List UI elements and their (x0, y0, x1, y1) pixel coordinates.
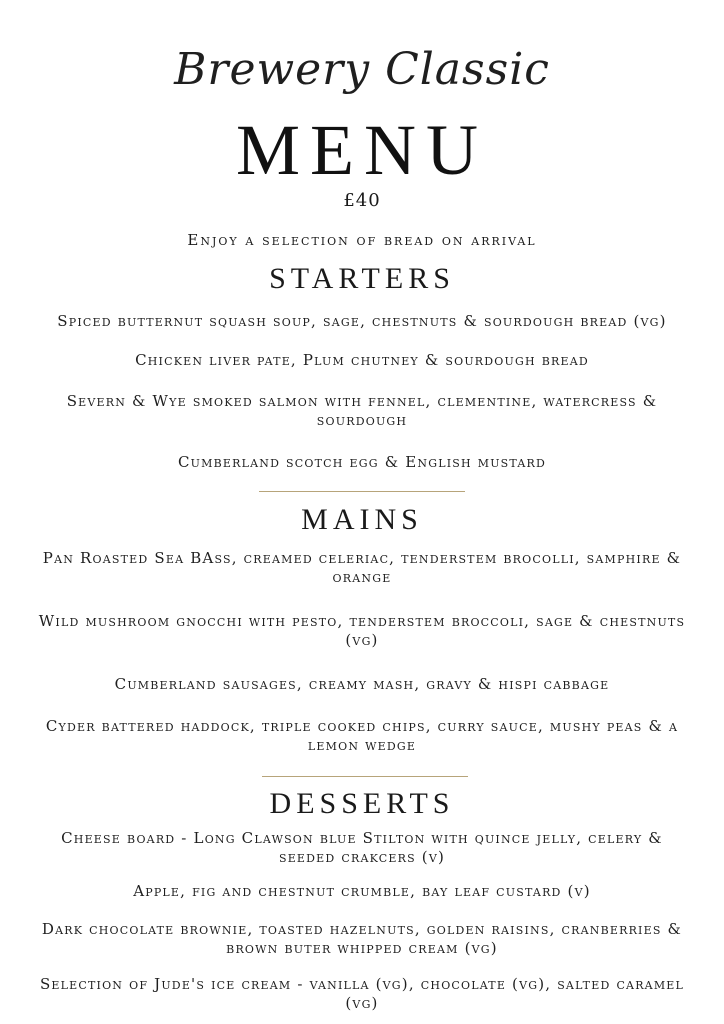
dessert-item: Selection of Jude's ice cream - vanilla (vg), chocolate (vg), salted caramel (vg) (39, 975, 685, 1012)
section-divider (259, 491, 465, 492)
starter-item: Severn & Wye smoked salmon with fennel, clementine, watercress & sourdough (66, 392, 658, 429)
main-item: Cumberland sausages, creamy mash, gravy & hispi cabbage (114, 675, 610, 693)
script-title: Brewery Classic (174, 44, 550, 95)
desserts-heading: DESSERTS (269, 787, 455, 820)
main-item: Cyder battered haddock, triple cooked chips, curry sauce, mushy peas & a lemon wedge (45, 717, 679, 754)
dessert-item: Apple, fig and chestnut crumble, bay leaf custard (v) (133, 882, 591, 900)
starters-heading: STARTERS (269, 262, 455, 295)
menu-price: £40 (343, 190, 381, 211)
main-item: Pan Roasted Sea BAss, creamed celeriac, tenderstem brocolli, samphire & orange (42, 549, 682, 586)
main-item: Wild mushroom gnocchi with pesto, tenderstem broccoli, sage & chestnuts (vg) (38, 612, 686, 649)
starter-item: Cumberland scotch egg & English mustard (177, 453, 546, 471)
starter-item: Chicken liver pate, Plum chutney & sourdough bread (135, 351, 589, 369)
bread-intro: Enjoy a selection of bread on arrival (187, 231, 537, 249)
section-divider (262, 776, 468, 777)
dessert-item: Dark chocolate brownie, toasted hazelnuts, golden raisins, cranberries & brown buter whipped cream (vg) (41, 920, 683, 957)
dessert-item: Cheese board - Long Clawson blue Stilton with quince jelly, celery & seeded crakcers (v) (61, 829, 663, 866)
menu-title: MENU (236, 110, 488, 190)
mains-heading: MAINS (301, 503, 423, 536)
starter-item: Spiced butternut squash soup, sage, chestnuts & sourdough bread (vg) (57, 312, 667, 330)
